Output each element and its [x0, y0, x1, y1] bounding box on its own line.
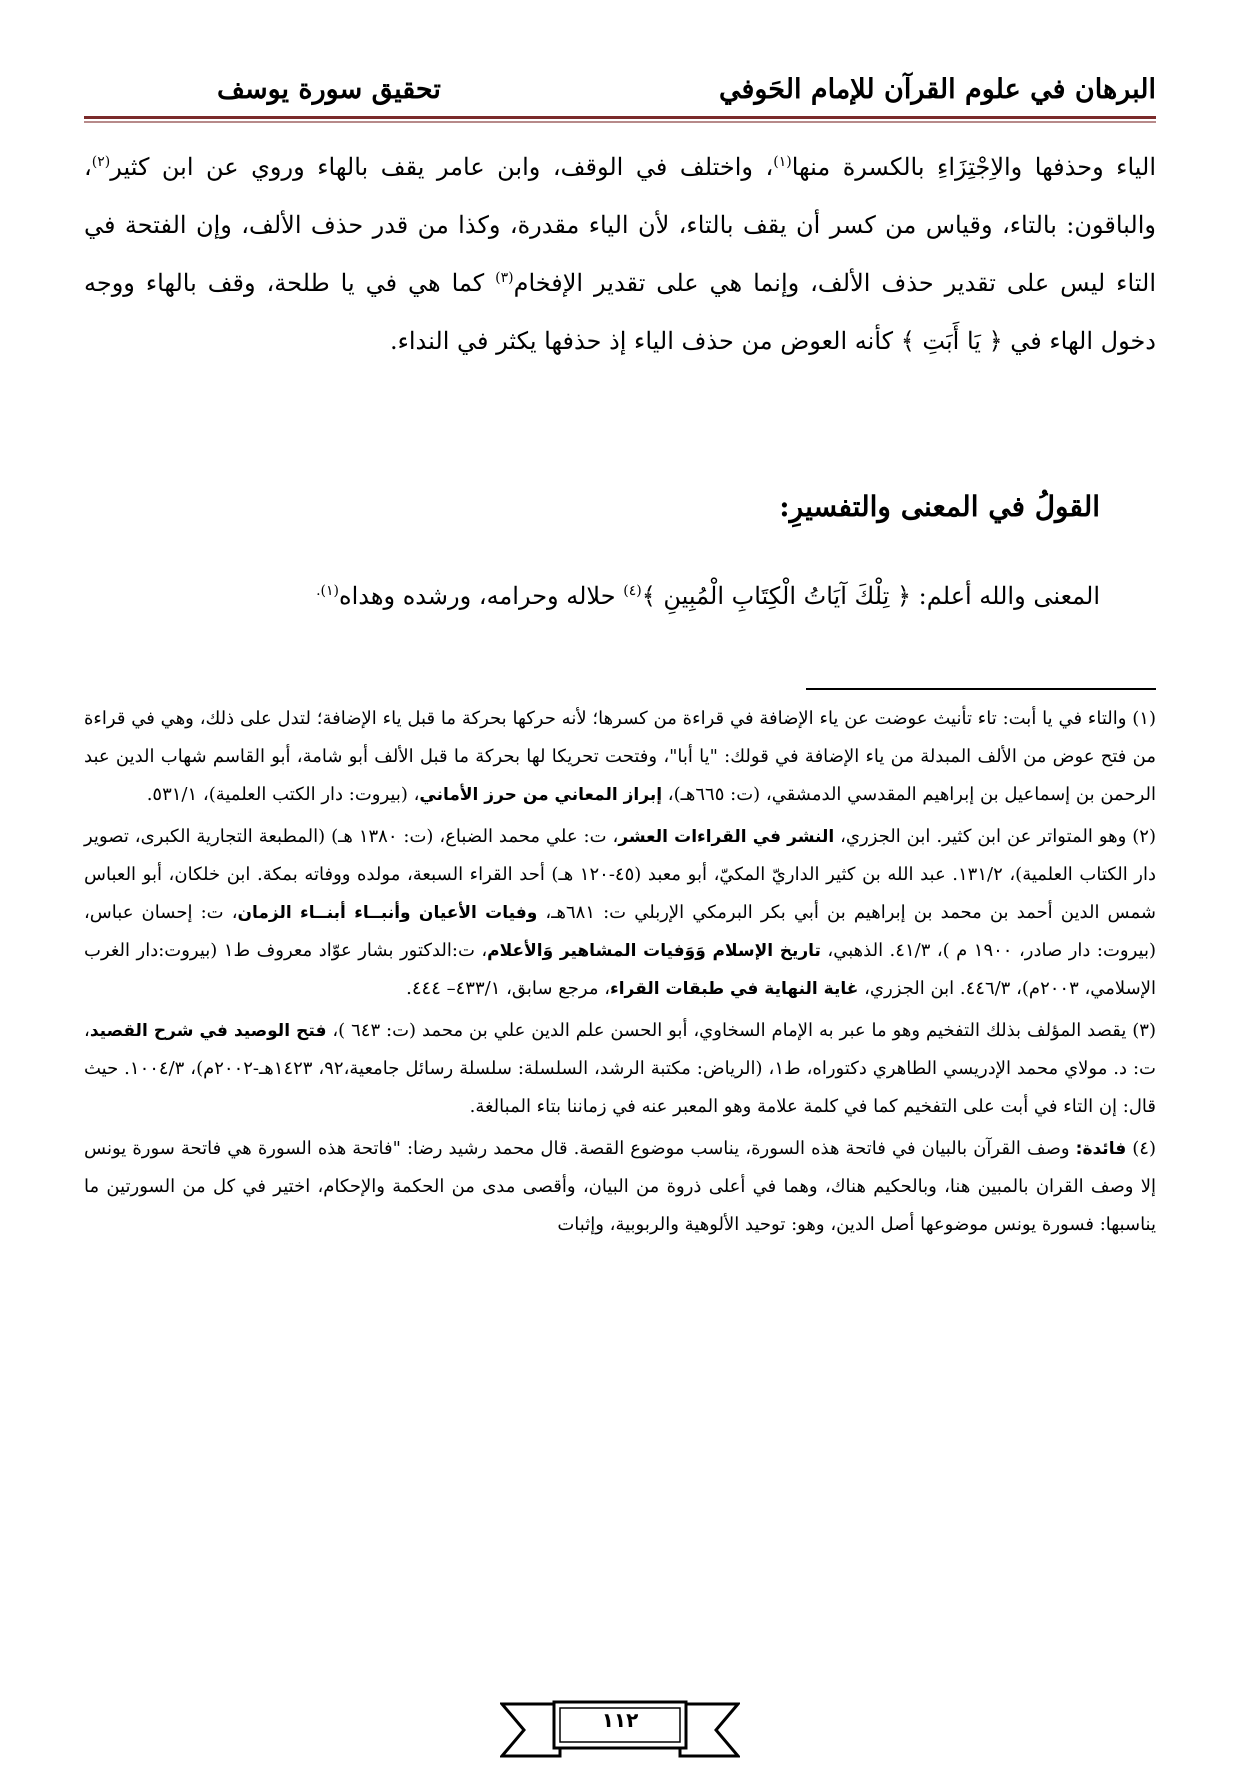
text-run: حلاله وحرامه، ورشده وهداه — [339, 582, 624, 610]
main-text — [84, 138, 1156, 370]
paragraph — [84, 138, 1156, 370]
book-title-bold: النشر في القراءات العشر — [618, 827, 835, 847]
section-title: تحقيق سورة يوسف — [217, 74, 441, 105]
section-heading: القولُ في المعنى والتفسيرِ: — [779, 490, 1100, 523]
text-run: (٣) يقصد المؤلف بذلك التفخيم وهو ما عبر به الإمام السخاوي، أبو الحسن علم الدين علي بن محمد (ت: ٦٤٣ )، — [326, 1020, 1156, 1041]
text-run: المعنى والله أعلم: ﴿ تِلْكَ آيَاتُ الْكِتَابِ الْمُبِينِ ﴾ — [641, 582, 1100, 610]
header-rule-thin — [84, 121, 1156, 123]
book-title-bold: فتح الوصيد في شرح القصيد — [89, 1021, 327, 1041]
book-title-bold: تاريخ الإسلام وَوَفيات المشاهير وَالأعلام — [487, 941, 821, 961]
text-run: الياء وحذفها والاِجْتِزَاءِ بالكسرة منها — [791, 153, 1157, 181]
book-title-bold: غاية النهاية في طبقات القراء — [610, 979, 859, 999]
header-rule — [84, 116, 1156, 119]
text-run: وصف القرآن بالبيان في فاتحة هذه السورة، يناسب موضوع القصة. قال محمد رشيد رضا: "فاتحة هذه السورة هي فاتحة سورة يونس إلا وصف القران بالمبين هنا، وبالحكيم هناك، وهما في أعلى ذروة من البيان، وأقصى مدى من الحكمة والإحكام، اختير في كل من السورتين ما يناسبها: فسورة يونس موضوعها أصل الدين، وهو: توحيد الألوهية والربوبية، وإثبات — [84, 1138, 1156, 1235]
page-number-ornament — [500, 1700, 740, 1766]
text-run: ، والباقون: بالتاء، وقياس من كسر أن يقف بالتاء، لأن الياء مقدرة، وكذا من قدر حذف الألف، وإن الفتحة في التاء ليس على تقدير حذف الألف، وإنما هي على تقدير الإفخام — [84, 153, 1157, 297]
footnote-ref: (٣) — [495, 270, 514, 286]
footnote-ref: (٤) — [623, 583, 642, 599]
text-run: (١) والتاء في يا أبت: تاء تأنيث عوضت عن ياء الإضافة في قراءة من كسرها؛ لأنه حركها بحركة ما قبل ياء الإضافة؛ لتدل على ذلك، وهي في قراءة من فتح عوض من الألف المبدلة من ياء الإضافة في قولك: "يا أبا"، وفتحت تحريكا لها بحركة ما قبل الألف أبو شامة، أبو القاسم شهاب الدين عبد الرحمن بن إسماعيل بن إبراهيم المقدسي الدمشقي، (ت: ٦٦٥هـ)، — [84, 708, 1156, 805]
text-run: (٤) — [1126, 1138, 1156, 1159]
book-title-bold: وفيات الأعيان وأنبــاء أبنــاء الزمان — [237, 903, 538, 923]
text-run: ، ت: إحسان عباس، (بيروت: دار صادر، ١٩٠٠ م )، ٤١/٣. الذهبي، — [84, 902, 1156, 961]
text-run: ، واختلف في الوقف، وابن عامر يقف بالهاء وروي عن ابن كثير — [110, 153, 774, 181]
meaning-line — [316, 582, 1100, 610]
footnote-1 — [84, 700, 1156, 814]
footnotes — [84, 700, 1156, 1248]
footnote-separator — [806, 688, 1156, 690]
text-run: ، ت: علي محمد الضباع، (ت: ١٣٨٠ هـ) (المطبعة التجارية الكبرى، تصوير دار الكتاب العلمية)، ١٣١/٢. عبد الله بن كثير الداريّ المكيّ، أبو معبد (٤٥-١٢٠ هـ) أحد القراء السبعة، مولده ووفاته بمكة. ابن خلكان، أبو العباس شمس الدين أحمد بن محمد بن إبراهيم بن أبي بكر البرمكي الإربلي ت: ٦٨١هـ، — [84, 826, 1156, 923]
page-number: ١١٢ — [601, 1708, 639, 1732]
text-run: كما هي في يا طلحة، وقف بالهاء ووجه دخول الهاء في ﴿ يَا أَبَتِ ﴾ كأنه العوض من حذف الياء إذ حذفها يكثر في النداء. — [84, 269, 1156, 355]
footnote-ref: (٢) — [91, 154, 111, 170]
book-title-bold: إبراز المعاني من حرز الأماني — [419, 785, 663, 805]
page-header — [84, 74, 1156, 110]
text-run: ، مرجع سابق، ٤٣٣/١– ٤٤٤. — [406, 978, 611, 999]
text-run: (٢) وهو المتواتر عن ابن كثير. ابن الجزري، — [834, 826, 1156, 847]
footnote-ref: (١) — [773, 154, 792, 170]
text-run: ، ت: د. مولاي محمد الإدريسي الطاهري دكتوراه، ط١، (الرياض: مكتبة الرشد، السلسلة: سلسلة رسائل جامعية،٩٢، ١٤٢٣هـ-٢٠٠٢م)، ١٠٠٤/٣. حيث قال: إن التاء في أبت على التفخيم كما في كلمة علامة وهو المعبر عنه في زماننا بتاء المبالغة. — [84, 1020, 1156, 1117]
text-run: ، (بيروت: دار الكتب العلمية)، ٥٣١/١. — [146, 784, 420, 805]
footnote-2 — [84, 818, 1156, 1008]
footnote-3 — [84, 1012, 1156, 1126]
footnote-4 — [84, 1130, 1156, 1244]
note-label-bold: فائدة: — [1075, 1139, 1127, 1159]
book-title: البرهان في علوم القرآن للإمام الحَوفي — [718, 74, 1156, 105]
footnote-ref: (١). — [316, 583, 340, 599]
text-run: ، ت:الدكتور بشار عوّاد معروف ط١ (بيروت:دار الغرب الإسلامي، ٢٠٠٣م)، ٤٤٦/٣. ابن الجزري، — [84, 940, 1156, 999]
